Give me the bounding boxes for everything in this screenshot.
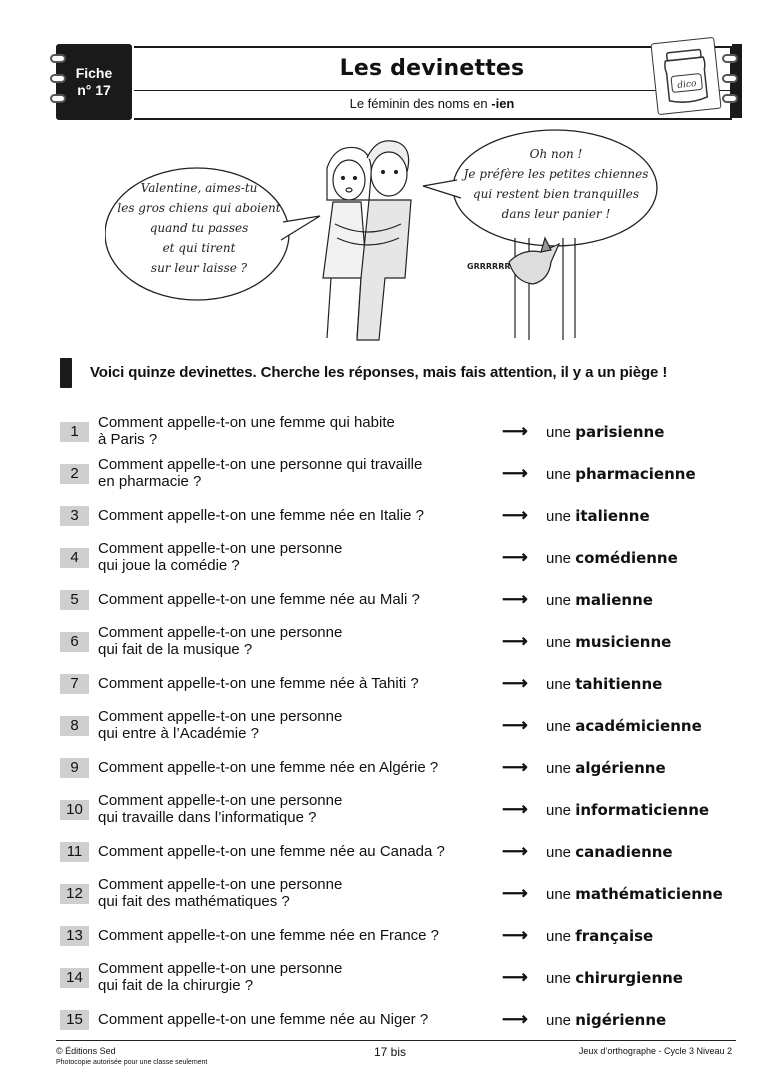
answer-article: une bbox=[546, 844, 572, 861]
riddle-number: 11 bbox=[60, 842, 89, 862]
riddle-answer bbox=[546, 674, 662, 695]
arrow-right-icon: ⟶ bbox=[502, 547, 528, 567]
license-text: Photocopie autorisée pour une classe seulement bbox=[56, 1059, 208, 1066]
illustration bbox=[105, 128, 665, 346]
riddle-question bbox=[98, 540, 342, 574]
answer-article: une bbox=[546, 1012, 572, 1029]
riddle-answer bbox=[546, 590, 653, 611]
answer-article: une bbox=[546, 508, 572, 525]
riddle-number: 10 bbox=[60, 800, 89, 820]
riddle-number: 14 bbox=[60, 968, 89, 988]
answer-word: comédienne bbox=[575, 549, 678, 567]
answer-article: une bbox=[546, 718, 572, 735]
jar-label: dico bbox=[676, 78, 697, 91]
question-line: Comment appelle-t-on une personne bbox=[98, 876, 343, 893]
question-line: qui fait des mathématiques ? bbox=[98, 893, 290, 910]
subtitle-text: Le féminin des noms en bbox=[349, 96, 492, 111]
riddle-question bbox=[98, 792, 342, 826]
riddle-question bbox=[98, 1011, 428, 1028]
answer-article: une bbox=[546, 886, 572, 903]
answer-article: une bbox=[546, 634, 572, 651]
riddle-answer bbox=[546, 1010, 666, 1031]
bubble-line: et qui tirent bbox=[162, 241, 236, 255]
answer-word: parisienne bbox=[575, 423, 665, 441]
riddle-question bbox=[98, 591, 420, 608]
answer-word: française bbox=[575, 927, 654, 945]
binder-ring-icon bbox=[50, 54, 66, 63]
question-line: Comment appelle-t-on une personne bbox=[98, 960, 343, 977]
worksheet-header bbox=[56, 44, 736, 122]
riddle-answer bbox=[546, 800, 709, 821]
answer-word: académicienne bbox=[575, 717, 702, 735]
fiche-label: Fiche bbox=[75, 65, 113, 81]
answer-article: une bbox=[546, 760, 572, 777]
bubble-line: qui restent bien tranquilles bbox=[472, 187, 640, 201]
bubble-line: Je préfère les petites chiennes bbox=[463, 167, 649, 181]
bubble-line: les gros chiens qui aboient bbox=[117, 201, 281, 215]
answer-article: une bbox=[546, 928, 572, 945]
instruction-text: Voici quinze devinettes. Cherche les réponses, mais fais attention, il y a un piège ! bbox=[90, 364, 668, 381]
bubble-line: Valentine, aimes-tu bbox=[140, 181, 258, 195]
footer-divider bbox=[56, 1040, 736, 1041]
riddle-answer bbox=[546, 884, 723, 905]
riddle-number: 3 bbox=[60, 506, 89, 526]
riddle-answer bbox=[546, 968, 683, 989]
arrow-right-icon: ⟶ bbox=[502, 673, 528, 693]
riddle-answer bbox=[546, 842, 673, 863]
riddle-number: 12 bbox=[60, 884, 89, 904]
arrow-right-icon: ⟶ bbox=[502, 505, 528, 525]
riddle-answer bbox=[546, 464, 696, 485]
arrow-right-icon: ⟶ bbox=[502, 967, 528, 987]
question-line: Comment appelle-t-on une personne bbox=[98, 540, 343, 557]
riddle-number: 8 bbox=[60, 716, 89, 736]
answer-word: mathématicienne bbox=[575, 885, 723, 903]
riddle-answer bbox=[546, 548, 678, 569]
jar-drawing bbox=[652, 38, 721, 114]
question-line: Comment appelle-t-on une personne bbox=[98, 792, 343, 809]
answer-word: tahitienne bbox=[575, 675, 663, 693]
bubble-line: Oh non ! bbox=[529, 147, 583, 161]
arrow-right-icon: ⟶ bbox=[502, 841, 528, 861]
answer-article: une bbox=[546, 466, 572, 483]
riddle-question bbox=[98, 507, 424, 524]
answer-article: une bbox=[546, 424, 572, 441]
riddle-number: 4 bbox=[60, 548, 89, 568]
answer-article: une bbox=[546, 970, 572, 987]
question-line: Comment appelle-t-on une femme née en France ? bbox=[98, 927, 440, 944]
question-line: à Paris ? bbox=[98, 431, 158, 448]
right-bubble-text bbox=[457, 144, 655, 224]
page-subtitle bbox=[134, 96, 730, 111]
answer-article: une bbox=[546, 592, 572, 609]
riddle-number: 15 bbox=[60, 1010, 89, 1030]
instruction-bar bbox=[60, 356, 740, 390]
dog-figure bbox=[509, 238, 575, 340]
arrow-right-icon: ⟶ bbox=[502, 421, 528, 441]
page-title: Les devinettes bbox=[339, 56, 525, 81]
riddle-question bbox=[98, 876, 342, 910]
question-line: en pharmacie ? bbox=[98, 473, 202, 490]
binder-ring-icon bbox=[722, 94, 738, 103]
riddle-question bbox=[98, 456, 422, 490]
riddle-question bbox=[98, 675, 419, 692]
question-line: qui fait de la chirurgie ? bbox=[98, 977, 254, 994]
binder-ring-icon bbox=[722, 54, 738, 63]
arrow-right-icon: ⟶ bbox=[502, 925, 528, 945]
riddle-answer bbox=[546, 926, 653, 947]
question-line: Comment appelle-t-on une femme née en Italie ? bbox=[98, 507, 425, 524]
question-line: qui joue la comédie ? bbox=[98, 557, 240, 574]
fiche-badge bbox=[56, 44, 132, 120]
question-line: Comment appelle-t-on une personne bbox=[98, 708, 343, 725]
question-line: qui entre à l’Académie ? bbox=[98, 725, 259, 742]
publisher-text: © Éditions Sed bbox=[56, 1046, 116, 1056]
answer-word: pharmacienne bbox=[575, 465, 696, 483]
riddle-question bbox=[98, 708, 342, 742]
riddle-answer bbox=[546, 632, 671, 653]
question-line: Comment appelle-t-on une femme née au Niger ? bbox=[98, 1011, 429, 1028]
answer-word: canadienne bbox=[575, 843, 673, 861]
question-line: Comment appelle-t-on une femme née au Mali ? bbox=[98, 591, 420, 608]
subtitle-suffix: -ien bbox=[491, 96, 515, 111]
dico-jar-icon bbox=[650, 37, 721, 115]
binder-ring-icon bbox=[50, 74, 66, 83]
bubble-line: sur leur laisse ? bbox=[150, 261, 248, 275]
riddle-question bbox=[98, 843, 445, 860]
riddle-number: 6 bbox=[60, 632, 89, 652]
binder-ring-icon bbox=[722, 74, 738, 83]
riddle-answer bbox=[546, 506, 650, 527]
arrow-right-icon: ⟶ bbox=[502, 799, 528, 819]
arrow-right-icon: ⟶ bbox=[502, 1009, 528, 1029]
riddle-number: 7 bbox=[60, 674, 89, 694]
riddle-question bbox=[98, 759, 438, 776]
bubble-line: quand tu passes bbox=[149, 221, 249, 235]
fiche-number: n° 17 bbox=[77, 82, 111, 98]
arrow-right-icon: ⟶ bbox=[502, 757, 528, 777]
growl-text: GRRRRRR bbox=[467, 262, 511, 271]
answer-article: une bbox=[546, 550, 572, 567]
riddle-number: 9 bbox=[60, 758, 89, 778]
riddle-number: 2 bbox=[60, 464, 89, 484]
riddle-number: 5 bbox=[60, 590, 89, 610]
answer-article: une bbox=[546, 802, 572, 819]
riddle-question bbox=[98, 414, 395, 448]
answer-word: italienne bbox=[575, 507, 650, 525]
arrow-right-icon: ⟶ bbox=[502, 589, 528, 609]
right-bubble-tail bbox=[423, 180, 461, 198]
answer-word: algérienne bbox=[575, 759, 666, 777]
question-line: Comment appelle-t-on une femme née à Tahiti ? bbox=[98, 675, 419, 692]
riddle-answer bbox=[546, 716, 702, 737]
page-number: 17 bis bbox=[373, 1045, 407, 1059]
riddle-answer bbox=[546, 422, 664, 443]
question-line: Comment appelle-t-on une femme née en Algérie ? bbox=[98, 759, 439, 776]
riddle-question bbox=[98, 927, 439, 944]
riddle-answer bbox=[546, 758, 666, 779]
arrow-right-icon: ⟶ bbox=[502, 631, 528, 651]
riddle-number: 13 bbox=[60, 926, 89, 946]
riddle-question bbox=[98, 960, 342, 994]
question-line: Comment appelle-t-on une femme qui habite bbox=[98, 414, 395, 431]
arrow-right-icon: ⟶ bbox=[502, 715, 528, 735]
question-line: qui travaille dans l’informatique ? bbox=[98, 809, 317, 826]
bubble-line: dans leur panier ! bbox=[501, 207, 611, 221]
answer-word: chirurgienne bbox=[575, 969, 683, 987]
notebook-icon bbox=[60, 358, 72, 388]
arrow-right-icon: ⟶ bbox=[502, 463, 528, 483]
question-line: Comment appelle-t-on une femme née au Canada ? bbox=[98, 843, 445, 860]
answer-word: malienne bbox=[575, 591, 653, 609]
question-line: Comment appelle-t-on une personne qui travaille bbox=[98, 456, 423, 473]
footer-publisher bbox=[56, 1046, 207, 1068]
answer-word: informaticienne bbox=[575, 801, 710, 819]
series-title: Jeux d’orthographe - Cycle 3 Niveau 2 bbox=[578, 1046, 732, 1056]
answer-article: une bbox=[546, 676, 572, 693]
question-line: qui fait de la musique ? bbox=[98, 641, 253, 658]
answer-word: musicienne bbox=[575, 633, 672, 651]
left-bubble-text bbox=[113, 178, 285, 278]
binder-ring-icon bbox=[50, 94, 66, 103]
title-panel bbox=[134, 46, 732, 120]
answer-word: nigérienne bbox=[575, 1011, 667, 1029]
riddle-question bbox=[98, 624, 342, 658]
question-line: Comment appelle-t-on une personne bbox=[98, 624, 343, 641]
riddle-number: 1 bbox=[60, 422, 89, 442]
title-divider bbox=[134, 90, 730, 91]
arrow-right-icon: ⟶ bbox=[502, 883, 528, 903]
